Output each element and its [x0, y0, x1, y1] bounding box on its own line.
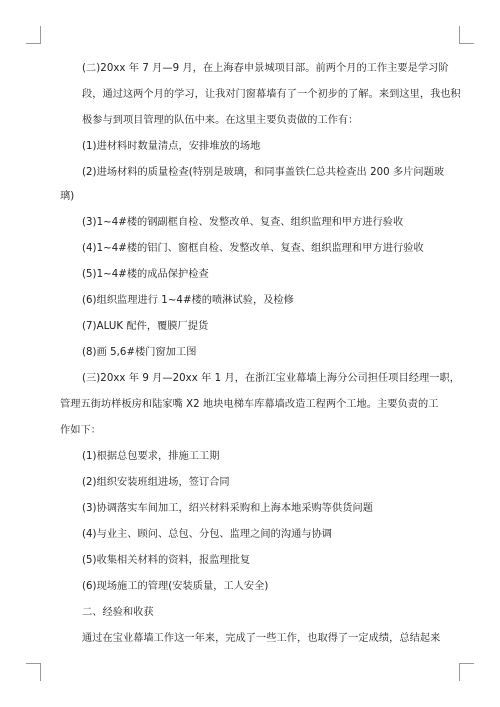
list-item: (6)组织监理进行 1~4#楼的喷淋试验，及检修: [82, 295, 294, 306]
section-heading: 二、经验和收获: [82, 607, 154, 618]
list-item: (5)收集相关材料的资料，报监理批复: [82, 555, 251, 566]
list-item: (1)进材料时数量清点，安排堆放的场地: [82, 141, 261, 152]
list-item: (3)协调落实车间加工，绍兴材料采购和上海本地采购等供货问题: [82, 503, 373, 514]
paragraph-line: 作如下：: [60, 425, 101, 436]
crop-mark-top-left-horizontal: [26, 43, 41, 44]
list-item: (1)根据总包要求，排施工工期: [82, 451, 220, 462]
crop-mark-bottom-left-vertical: [40, 663, 41, 681]
crop-mark-bottom-right-horizontal: [459, 663, 474, 664]
crop-mark-top-right-vertical: [459, 26, 460, 44]
list-item: (2)进场材料的质量检查(特别是玻璃，和同事盖铁仁总共检查出 200 多片问题玻: [82, 167, 445, 178]
list-item: (7)ALUK 配件，覆膜厂提货: [82, 321, 209, 332]
list-item: (6)现场施工的管理(安装质量，工人安全): [82, 581, 269, 592]
paragraph-line: 极参与到项目管理的队伍中来。在这里主要负责做的工作有：: [82, 115, 359, 126]
paragraph-line: 通过在宝业幕墙工作这一年来，完成了一些工作，也取得了一定成绩，总结起来: [82, 633, 441, 644]
list-item: (8)画 5,6#楼门窗加工图: [82, 347, 197, 358]
list-item: (4)与业主、顾问、总包、分包、监理之间的沟通与协调: [82, 529, 333, 540]
crop-mark-bottom-left-horizontal: [26, 663, 41, 664]
crop-mark-top-left-vertical: [40, 26, 41, 44]
paragraph-line: (三)20xx 年 9 月—20xx 年 1 月，在浙江宝业幕墙上海分公司担任项目经理一职，: [82, 373, 460, 384]
list-item-continuation: 璃): [60, 191, 75, 202]
crop-mark-bottom-right-vertical: [459, 663, 460, 681]
list-item: (3)1~4#楼的钢副框自检、发整改单、复查、组织监理和甲方进行验收: [82, 217, 404, 228]
paragraph-line: 段，通过这两个月的学习，让我对门窗幕墙有了一个初步的了解。来到这里，我也积: [82, 89, 461, 100]
list-item: (4)1~4#楼的铝门、窗框自检、发整改单、复查、组织监理和甲方进行验收: [82, 243, 424, 254]
paragraph-line: 管理五街坊样板房和陆家嘴 X2 地块电梯车库幕墙改造工程两个工地。主要负责的工: [60, 399, 439, 410]
crop-mark-top-right-horizontal: [459, 43, 474, 44]
list-item: (2)组织安装班组进场，签订合同: [82, 477, 230, 488]
list-item: (5)1~4#楼的成品保护检查: [82, 269, 209, 280]
paragraph-line: (二)20xx 年 7 月—9 月，在上海春申景城项目部。前两个月的工作主要是学习阶: [82, 63, 449, 74]
document-body: [60, 62, 461, 658]
